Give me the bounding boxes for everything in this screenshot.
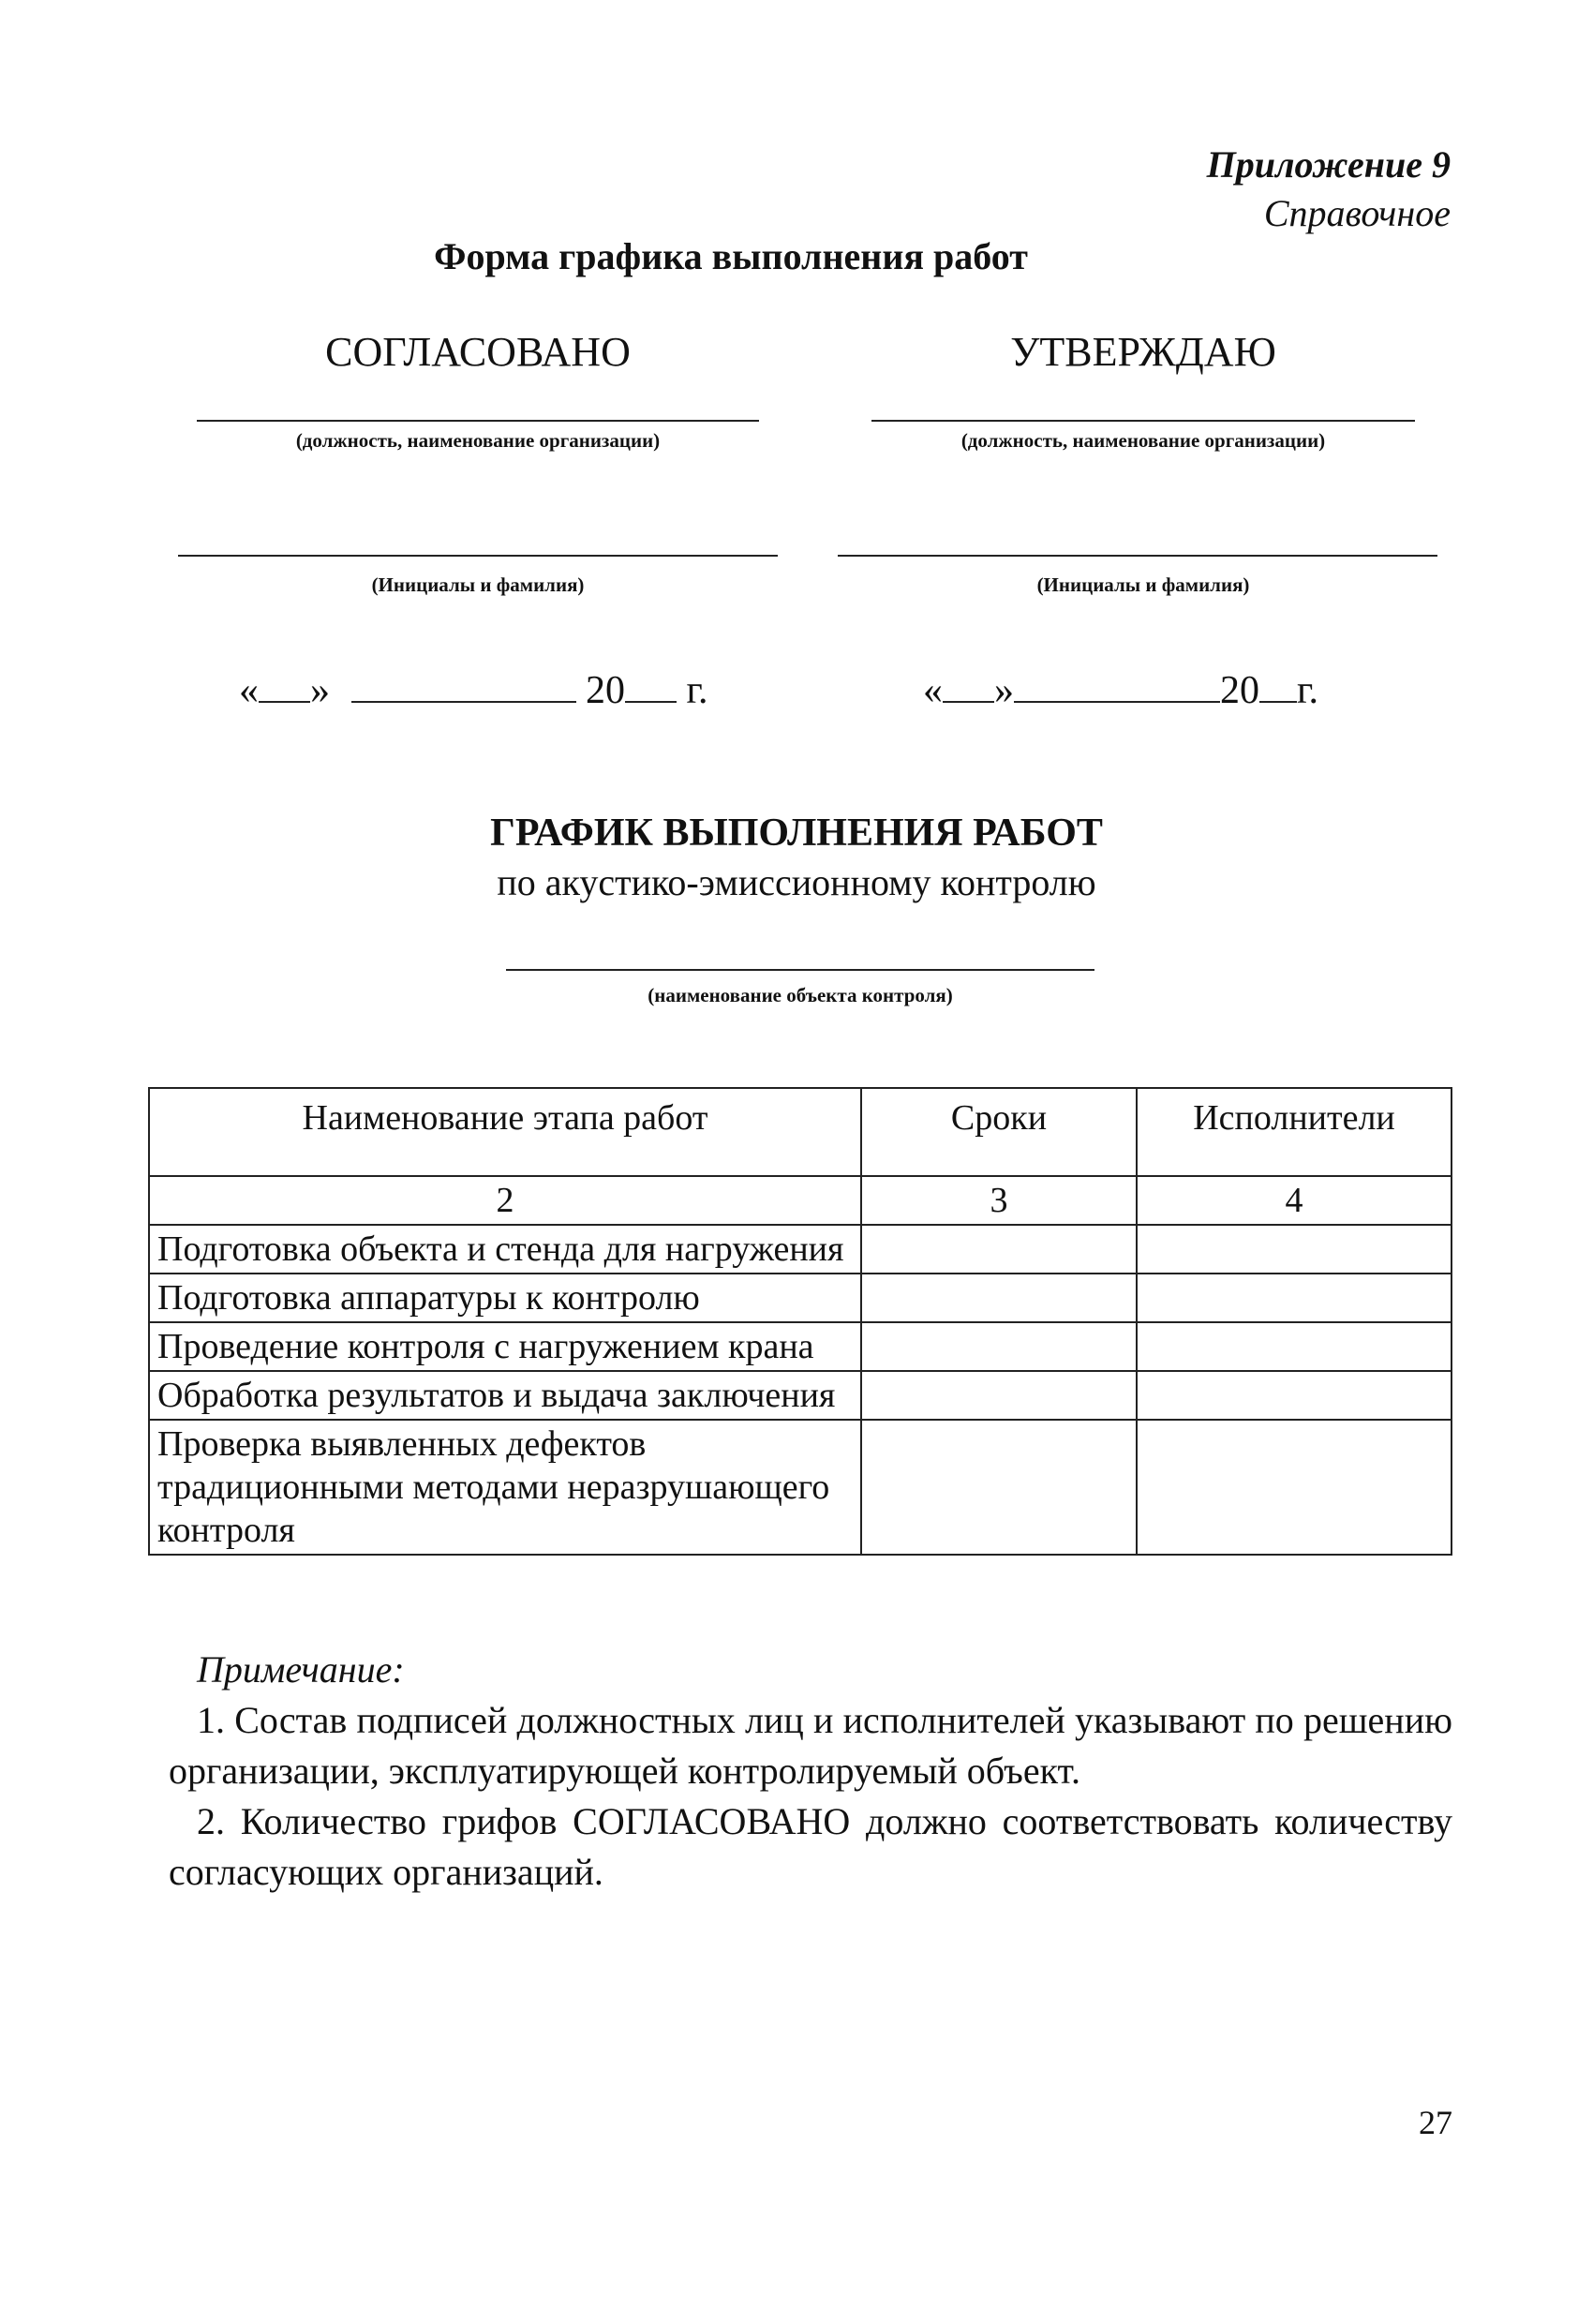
header-terms: Сроки	[861, 1088, 1137, 1176]
object-name-line[interactable]	[506, 969, 1094, 971]
schedule-subtitle: по акустико-эмиссионному контролю	[497, 861, 1096, 903]
executors-cell[interactable]	[1137, 1274, 1452, 1322]
position-line[interactable]	[197, 420, 759, 422]
stage-name: Подготовка объекта и стенда для нагружения	[149, 1225, 861, 1274]
stage-name: Обработка результатов и выдача заключения	[149, 1371, 861, 1420]
quote-open: «	[239, 669, 259, 712]
table-row	[149, 1420, 1452, 1555]
notes-section	[169, 1645, 1452, 1898]
year-prefix: 20	[586, 669, 625, 712]
agreed-heading: СОГЛАСОВАНО	[325, 329, 631, 375]
schedule-table	[148, 1087, 1452, 1556]
name-line[interactable]	[178, 555, 778, 557]
position-caption: (должность, наименование организации)	[960, 429, 1326, 452]
month-blank[interactable]	[351, 663, 576, 703]
terms-cell[interactable]	[861, 1371, 1137, 1420]
year-prefix: 20	[1220, 669, 1259, 712]
table-row	[149, 1371, 1452, 1420]
header-stage: Наименование этапа работ	[149, 1088, 861, 1176]
year-blank[interactable]	[625, 663, 677, 703]
notes-heading: Примечание:	[197, 1648, 405, 1691]
name-line[interactable]	[838, 555, 1437, 557]
executors-cell[interactable]	[1137, 1371, 1452, 1420]
stage-name: Проведение контроля с нагружением крана	[149, 1322, 861, 1371]
column-number: 4	[1137, 1176, 1452, 1225]
column-number-row	[149, 1176, 1452, 1225]
name-caption: (Инициалы и фамилия)	[371, 574, 585, 596]
day-blank[interactable]	[943, 663, 994, 703]
year-suffix: г.	[1297, 669, 1318, 712]
appendix-number: Приложение 9	[1206, 143, 1451, 186]
date-line	[923, 663, 1318, 713]
column-number: 2	[149, 1176, 861, 1225]
position-caption: (должность, наименование организации)	[295, 429, 661, 452]
approval-block-approved	[825, 0, 1462, 750]
quote-open: «	[923, 669, 943, 712]
date-line	[239, 663, 708, 713]
executors-cell[interactable]	[1137, 1420, 1452, 1555]
table-row	[149, 1225, 1452, 1274]
approval-block-agreed	[159, 0, 796, 750]
table-header-row	[149, 1088, 1452, 1176]
day-blank[interactable]	[259, 663, 310, 703]
table-row	[149, 1274, 1452, 1322]
object-caption: (наименование объекта контроля)	[648, 984, 953, 1006]
header-executors: Исполнители	[1137, 1088, 1452, 1176]
executors-cell[interactable]	[1137, 1322, 1452, 1371]
column-number: 3	[861, 1176, 1137, 1225]
position-line[interactable]	[871, 420, 1415, 422]
terms-cell[interactable]	[861, 1225, 1137, 1274]
name-caption: (Инициалы и фамилия)	[1036, 574, 1250, 596]
quote-close: »	[310, 669, 330, 712]
quote-close: »	[994, 669, 1014, 712]
form-title: Форма графика выполнения работ	[434, 235, 1028, 277]
note-item: 1. Состав подписей должностных лиц и исполнителей указывают по решению организации, эксплуатирующей контролируемый объект.	[169, 1699, 1452, 1792]
table-row	[149, 1322, 1452, 1371]
schedule-title: ГРАФИК ВЫПОЛНЕНИЯ РАБОТ	[490, 812, 1103, 855]
year-suffix: г.	[686, 669, 708, 712]
stage-name: Подготовка аппаратуры к контролю	[149, 1274, 861, 1322]
page-number: 27	[1419, 2104, 1452, 2141]
appendix-type: Справочное	[1263, 192, 1451, 234]
executors-cell[interactable]	[1137, 1225, 1452, 1274]
year-blank[interactable]	[1259, 663, 1297, 703]
note-item: 2. Количество грифов СОГЛАСОВАНО должно соответствовать количеству согласующих организаций.	[169, 1800, 1452, 1893]
month-blank[interactable]	[1014, 663, 1220, 703]
terms-cell[interactable]	[861, 1420, 1137, 1555]
terms-cell[interactable]	[861, 1274, 1137, 1322]
stage-name: Проверка выявленных дефектов традиционными методами неразрушающего контроля	[149, 1420, 861, 1555]
terms-cell[interactable]	[861, 1322, 1137, 1371]
approved-heading: УТВЕРЖДАЮ	[1010, 329, 1276, 375]
